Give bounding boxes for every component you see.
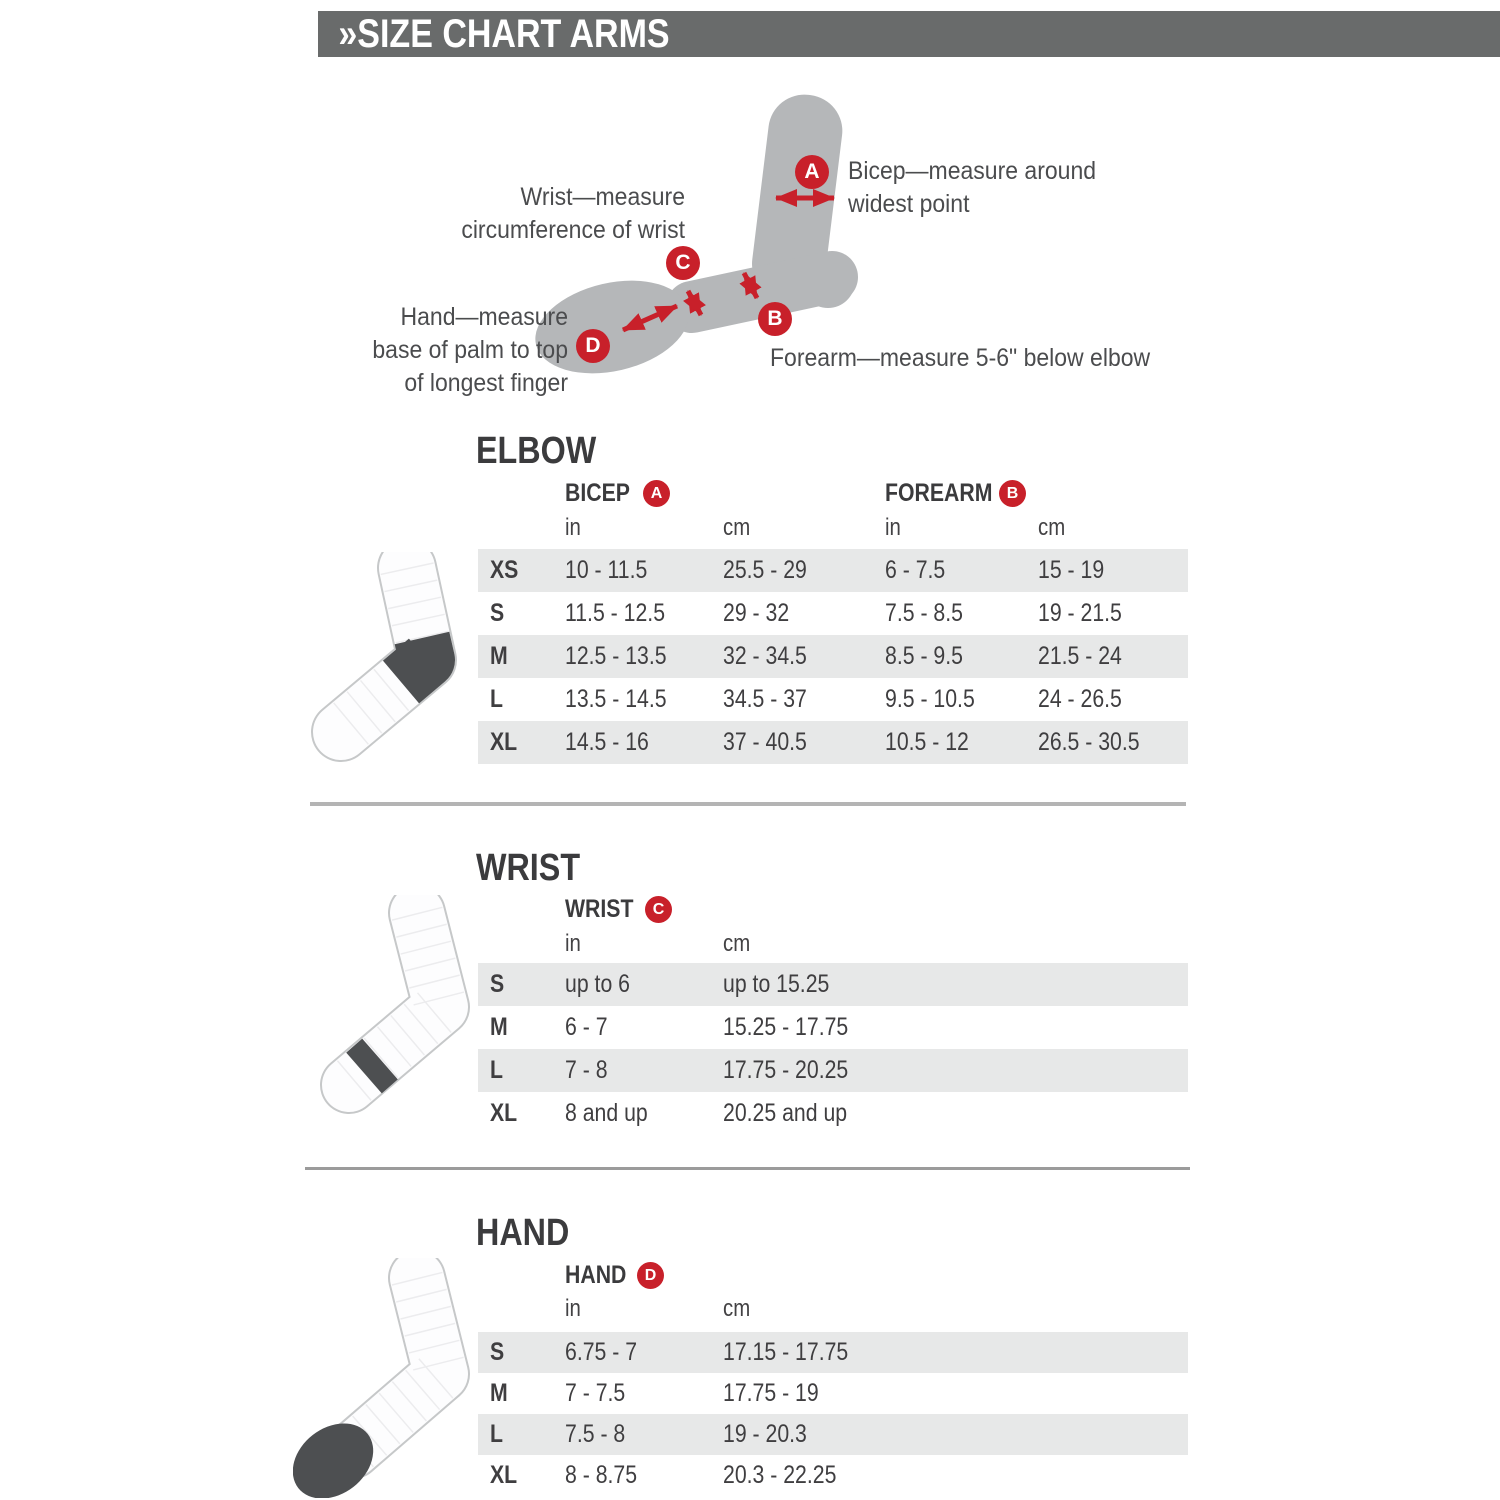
value-cell: 15 - 19 (1038, 556, 1105, 584)
value-cell: 37 - 40.5 (723, 728, 807, 756)
section-divider (310, 802, 1186, 806)
wrist-label: Wrist—measure circumference of wrist (461, 183, 685, 244)
elbow-size-table (478, 549, 1188, 764)
size-cell: M (490, 1379, 508, 1407)
elbow-sleeve-dark (401, 638, 427, 682)
table-row (478, 635, 1188, 678)
size-cell: L (490, 1420, 503, 1448)
value-cell: 15.25 - 17.75 (723, 1013, 849, 1041)
size-cell: M (490, 642, 508, 670)
table-row (478, 1049, 1188, 1092)
elbow-sleeve-illustration (295, 552, 475, 764)
unit-label: in (885, 514, 901, 541)
value-cell: up to 15.25 (723, 970, 830, 998)
section-title-hand: HAND (476, 1212, 570, 1254)
size-cell: L (490, 685, 503, 713)
size-cell: M (490, 1013, 508, 1041)
table-row (478, 1414, 1188, 1455)
wrist-band-dark (364, 1059, 380, 1073)
value-cell: 7 - 8 (565, 1056, 608, 1084)
table-row (478, 1373, 1188, 1414)
size-cell: S (490, 1338, 505, 1366)
value-cell: 19 - 21.5 (1038, 599, 1122, 627)
column-marker-c-badge: C (645, 896, 672, 923)
value-cell: 8 and up (565, 1099, 648, 1127)
value-cell: 6.75 - 7 (565, 1338, 638, 1366)
page-title: »SIZE CHART ARMS (338, 12, 670, 56)
table-row (478, 549, 1188, 592)
column-marker-d-badge: D (637, 1262, 664, 1289)
size-cell: XL (490, 728, 518, 756)
column-header-forearm: FOREARM (885, 479, 993, 507)
table-row (478, 963, 1188, 1006)
size-cell: XL (490, 1461, 518, 1489)
value-cell: 20.3 - 22.25 (723, 1461, 837, 1489)
column-marker-b-badge: B (999, 480, 1026, 507)
value-cell: 7.5 - 8 (565, 1420, 626, 1448)
value-cell: 11.5 - 12.5 (565, 599, 666, 627)
value-cell: 19 - 20.3 (723, 1420, 807, 1448)
section-title-elbow: ELBOW (476, 430, 597, 472)
column-marker-a-badge: A (643, 480, 670, 507)
table-row (478, 1092, 1188, 1135)
value-cell: up to 6 (565, 970, 630, 998)
header-bar (318, 11, 1500, 57)
wrist-band-illustration (293, 895, 508, 1127)
value-cell: 10 - 11.5 (565, 556, 648, 584)
value-cell: 21.5 - 24 (1038, 642, 1122, 670)
value-cell: 14.5 - 16 (565, 728, 649, 756)
value-cell: 24 - 26.5 (1038, 685, 1122, 713)
value-cell: 8 - 8.75 (565, 1461, 638, 1489)
table-row (478, 592, 1188, 635)
value-cell: 12.5 - 13.5 (565, 642, 667, 670)
value-cell: 9.5 - 10.5 (885, 685, 975, 713)
hand-size-table (478, 1332, 1188, 1496)
table-row (478, 1455, 1188, 1496)
value-cell: 7.5 - 8.5 (885, 599, 963, 627)
size-cell: XL (490, 1099, 518, 1127)
unit-label: cm (723, 514, 751, 541)
table-row (478, 721, 1188, 764)
bicep-label: Bicep—measure around widest point (848, 157, 1097, 218)
value-cell: 32 - 34.5 (723, 642, 807, 670)
marker-b-badge: B (758, 302, 792, 336)
value-cell: 34.5 - 37 (723, 685, 807, 713)
value-cell: 17.75 - 20.25 (723, 1056, 849, 1084)
size-cell: L (490, 1056, 503, 1084)
marker-c-badge: C (666, 246, 700, 280)
value-cell: 8.5 - 9.5 (885, 642, 963, 670)
value-cell: 10.5 - 12 (885, 728, 969, 756)
value-cell: 13.5 - 14.5 (565, 685, 667, 713)
forearm-label: Forearm—measure 5-6" below elbow (770, 344, 1151, 372)
section-divider (305, 1167, 1190, 1170)
value-cell: 6 - 7 (565, 1013, 608, 1041)
unit-label: in (565, 930, 581, 957)
column-header-hand: HAND (565, 1261, 627, 1289)
value-cell: 17.75 - 19 (723, 1379, 819, 1407)
column-header-bicep: BICEP (565, 479, 630, 507)
unit-label: cm (1038, 514, 1066, 541)
hand-label: Hand—measure base of palm to top of longest finger (372, 303, 568, 397)
value-cell: 20.25 and up (723, 1099, 848, 1127)
value-cell: 7 - 7.5 (565, 1379, 626, 1407)
value-cell: 25.5 - 29 (723, 556, 807, 584)
unit-label: cm (723, 930, 751, 957)
unit-label: in (565, 514, 581, 541)
marker-a-badge: A (795, 155, 829, 189)
value-cell: 29 - 32 (723, 599, 790, 627)
column-header-wrist: WRIST (565, 895, 634, 923)
marker-d-badge: D (576, 329, 610, 363)
size-cell: S (490, 599, 505, 627)
value-cell: 17.15 - 17.75 (723, 1338, 849, 1366)
table-row (478, 1006, 1188, 1049)
unit-label: in (565, 1295, 581, 1322)
table-row (478, 678, 1188, 721)
section-title-wrist: WRIST (476, 847, 581, 889)
table-row (478, 1332, 1188, 1373)
wrist-size-table (478, 963, 1188, 1135)
size-cell: S (490, 970, 505, 998)
arm-measurement-diagram (320, 85, 1200, 415)
hand-glove-illustration (293, 1258, 508, 1498)
value-cell: 6 - 7.5 (885, 556, 946, 584)
value-cell: 26.5 - 30.5 (1038, 728, 1140, 756)
size-cell: XS (490, 556, 519, 584)
unit-label: cm (723, 1295, 751, 1322)
